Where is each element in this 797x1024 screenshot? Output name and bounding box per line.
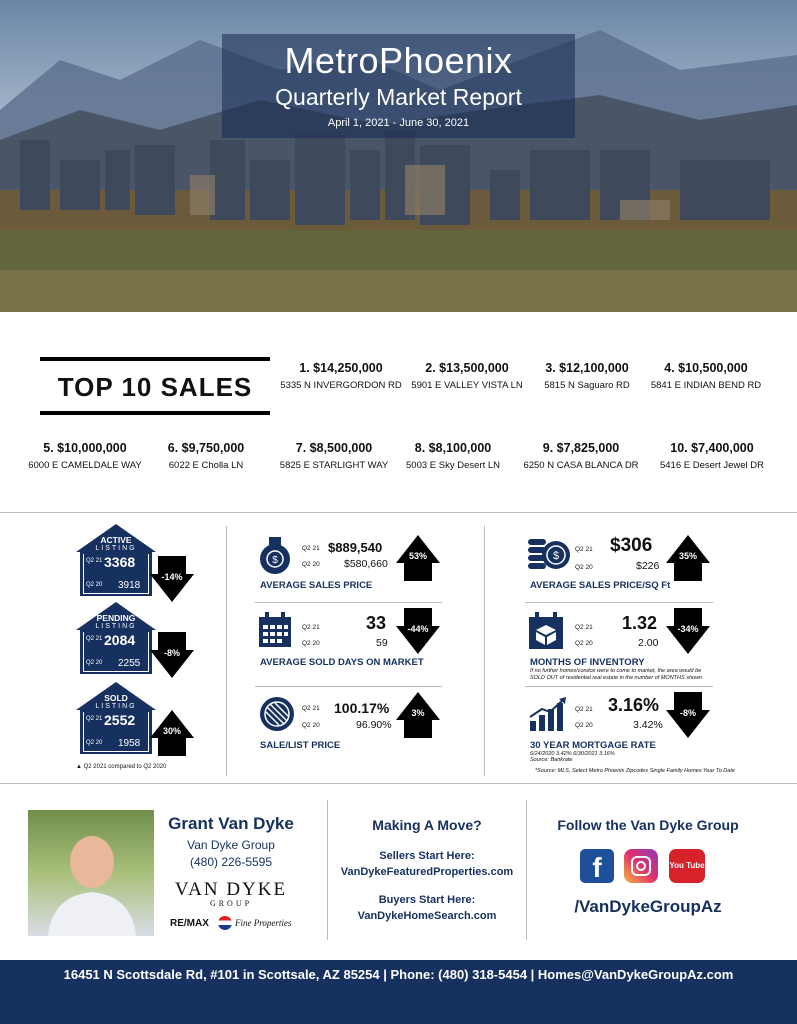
report-dates: April 1, 2021 - June 30, 2021 bbox=[327, 117, 470, 129]
svg-text:$: $ bbox=[272, 555, 278, 566]
youtube-icon[interactable]: You Tube bbox=[669, 849, 705, 883]
down-arrow-icon: -14% bbox=[150, 556, 194, 602]
money-bag-icon bbox=[258, 533, 292, 575]
instagram-icon[interactable] bbox=[624, 849, 658, 883]
divider bbox=[0, 783, 797, 784]
buyers-label: Buyers Start Here: bbox=[378, 894, 476, 906]
report-title: MetroPhoenix bbox=[284, 40, 513, 81]
chart-growth-icon bbox=[528, 697, 568, 733]
follow-heading: Follow the Van Dyke Group bbox=[557, 817, 739, 833]
move-heading: Making A Move? bbox=[372, 817, 482, 833]
down-arrow-icon: -8% bbox=[150, 632, 194, 678]
footer-bar bbox=[0, 960, 797, 1024]
hero-banner bbox=[0, 0, 797, 312]
divider bbox=[255, 602, 442, 603]
legend-note: ▲ Q2 2021 compared to Q2 2020 bbox=[76, 764, 167, 770]
sellers-link[interactable]: VanDykeFeaturedProperties.com bbox=[340, 866, 514, 878]
divider bbox=[525, 686, 713, 687]
report-subtitle: Quarterly Market Report bbox=[275, 84, 522, 110]
down-arrow-icon: -8% bbox=[666, 692, 710, 738]
buyers-link[interactable]: VanDykeHomeSearch.com bbox=[357, 910, 497, 922]
sale-item: 3. $12,100,000 5815 N Saguaro RD bbox=[544, 361, 630, 391]
sale-item: 4. $10,500,000 5841 E INDIAN BEND RD bbox=[650, 361, 762, 391]
agent-phone[interactable]: (480) 226-5595 bbox=[189, 855, 273, 869]
up-arrow-icon: 53% bbox=[396, 535, 440, 581]
house-icon: ▲ bbox=[76, 764, 82, 770]
top-10-heading: TOP 10 SALES bbox=[40, 357, 270, 415]
sale-item: 1. $14,250,000 5335 N INVERGORDON RD bbox=[280, 361, 402, 391]
divider bbox=[525, 602, 713, 603]
sale-item: 6. $9,750,000 6022 E Cholla LN bbox=[167, 441, 245, 471]
divider bbox=[226, 526, 227, 776]
remax-logo: RE/MAX bbox=[170, 918, 209, 929]
sale-list-icon bbox=[258, 695, 296, 733]
sale-item: 2. $13,500,000 5901 E VALLEY VISTA LN bbox=[411, 361, 523, 391]
up-arrow-icon: 35% bbox=[666, 535, 710, 581]
agent-company: Van Dyke Group bbox=[187, 838, 275, 852]
up-arrow-icon: 30% bbox=[150, 710, 194, 756]
up-arrow-icon: 3% bbox=[396, 692, 440, 738]
van-dyke-logo: VAN DYKE bbox=[174, 879, 288, 900]
divider bbox=[0, 512, 797, 513]
calendar-icon bbox=[258, 612, 292, 648]
coins-icon bbox=[528, 537, 572, 573]
sale-item: 5. $10,000,000 6000 E CAMELDALE WAY bbox=[28, 441, 142, 471]
fine-properties-logo: Fine Properties bbox=[235, 918, 292, 928]
sale-item: 7. $8,500,000 5825 E STARLIGHT WAY bbox=[279, 441, 389, 471]
van-dyke-logo-sub: GROUP bbox=[209, 899, 253, 908]
sellers-label: Sellers Start Here: bbox=[379, 850, 475, 862]
divider bbox=[255, 686, 442, 687]
sale-item: 8. $8,100,000 5003 E Sky Desert LN bbox=[406, 441, 500, 471]
agent-name: Grant Van Dyke bbox=[168, 814, 294, 833]
footer-contact: 16451 N Scottsdale Rd, #101 in Scottsale, AZ 85254 | Phone: (480) 318-5454 | Homes@VanDykeGroupAz.com bbox=[63, 967, 734, 982]
inventory-box-icon bbox=[528, 612, 564, 650]
agent-photo bbox=[28, 810, 154, 936]
social-handle[interactable]: /VanDykeGroupAz bbox=[574, 897, 722, 916]
down-arrow-icon: -34% bbox=[666, 608, 710, 654]
sale-item: 9. $7,825,000 6250 N CASA BLANCA DR bbox=[523, 441, 639, 471]
divider bbox=[484, 526, 485, 776]
sale-item: 10. $7,400,000 5416 E Desert Jewel DR bbox=[659, 441, 765, 471]
svg-text:$: $ bbox=[552, 550, 560, 562]
down-arrow-icon: -44% bbox=[396, 608, 440, 654]
remax-balloon-icon bbox=[218, 916, 232, 930]
facebook-icon[interactable]: f bbox=[580, 849, 614, 883]
title-box bbox=[222, 34, 575, 138]
